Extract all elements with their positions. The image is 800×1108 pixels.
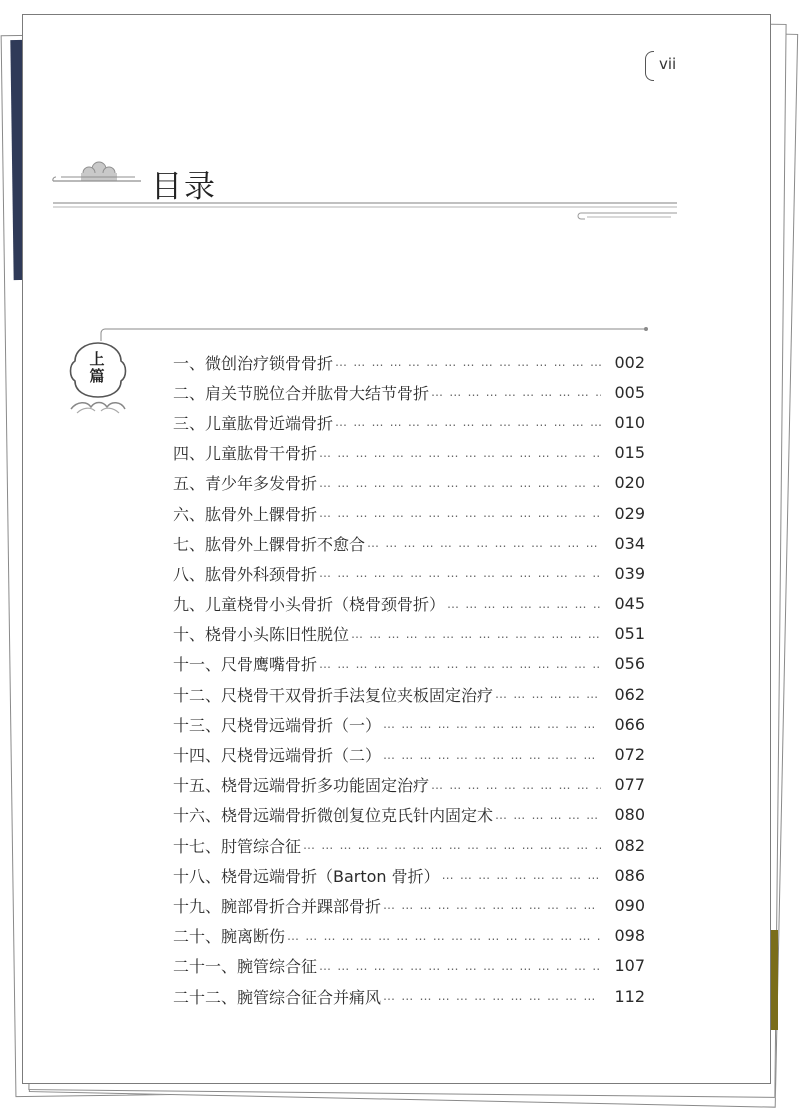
toc-leader-dots [319,446,601,460]
toc-entry[interactable] [173,830,645,860]
toc-entry[interactable] [173,951,645,981]
cloud-ornament-icon [51,153,151,193]
toc-entry[interactable] [173,739,645,769]
toc-entry-title: 三、儿童肱骨近端骨折 [173,413,334,433]
toc-entry[interactable] [173,468,645,498]
toc-entry-page: 020 [614,473,645,493]
toc-entry-page: 080 [614,805,645,825]
toc-entry-title: 十八、桡骨远端骨折（Barton 骨折） [173,866,440,886]
toc-entry-title: 一、微创治疗锁骨骨折 [173,353,334,373]
document-page [22,14,771,1084]
toc-entry[interactable] [173,498,645,528]
page-number: vii [659,55,677,73]
toc-entry[interactable] [173,589,645,619]
toc-leader-dots [319,657,601,671]
toc-entry-title: 八、肱骨外科颈骨折 [173,564,318,584]
toc-entry[interactable] [173,558,645,588]
toc-leader-dots [447,597,601,611]
toc-entry[interactable] [173,800,645,830]
toc-leader-dots [383,748,601,762]
toc-entry-page: 077 [614,775,645,795]
toc-leader-dots [495,687,601,701]
toc-entry-title: 二十、腕离断伤 [173,927,286,947]
toc-entry-title: 二十二、腕管综合征合并痛风 [173,987,382,1007]
toc-entry-title: 二、肩关节脱位合并肱骨大结节骨折 [173,383,430,403]
toc-entry[interactable] [173,407,645,437]
toc-entry-title: 十九、腕部骨折合并踝部骨折 [173,896,382,916]
toc-entry-page: 051 [614,624,645,644]
toc-entry-page: 045 [614,594,645,614]
toc-leader-dots [303,838,601,852]
table-of-contents [173,347,645,1011]
toc-entry-page: 010 [614,412,645,432]
toc-entry-page: 072 [614,745,645,765]
toc-entry[interactable] [173,890,645,920]
toc-entry[interactable] [173,860,645,890]
toc-entry[interactable] [173,679,645,709]
page-number-bracket [645,51,654,81]
toc-entry[interactable] [173,921,645,951]
toc-leader-dots [367,536,601,550]
section-badge-label: 上 篇 [89,350,105,385]
toc-entry-page: 082 [614,835,645,855]
toc-entry[interactable] [173,981,645,1011]
toc-entry[interactable] [173,528,645,558]
toc-leader-dots [383,989,601,1003]
toc-entry-page: 066 [614,714,645,734]
toc-entry-title: 十五、桡骨远端骨折多功能固定治疗 [173,776,430,796]
toc-entry-page: 062 [614,684,645,704]
toc-entry-page: 086 [614,865,645,885]
toc-entry-title: 十、桡骨小头陈旧性脱位 [173,625,350,645]
toc-entry-page: 039 [614,563,645,583]
toc-leader-dots [351,627,601,641]
toc-leader-dots [319,566,601,580]
toc-leader-dots [383,717,601,731]
toc-leader-dots [495,808,601,822]
toc-entry[interactable] [173,377,645,407]
toc-entry-page: 107 [614,956,645,976]
toc-entry-title: 十七、肘管综合征 [173,836,302,856]
toc-entry-title: 十四、尺桡骨远端骨折（二） [173,746,382,766]
toc-entry-page: 034 [614,533,645,553]
toc-leader-dots [431,778,601,792]
toc-entry-title: 十一、尺骨鹰嘴骨折 [173,655,318,675]
toc-entry-page: 015 [614,443,645,463]
toc-leader-dots [442,868,601,882]
toc-entry[interactable] [173,770,645,800]
toc-entry[interactable] [173,347,645,377]
toc-entry-title: 十六、桡骨远端骨折微创复位克氏针内固定术 [173,806,494,826]
toc-entry-title: 六、肱骨外上髁骨折 [173,504,318,524]
toc-leader-dots [319,506,601,520]
toc-entry-title: 十二、尺桡骨干双骨折手法复位夹板固定治疗 [173,685,494,705]
toc-leader-dots [335,415,601,429]
toc-leader-dots [319,959,601,973]
page-title: 目录 [151,169,217,205]
toc-entry-title: 十三、尺桡骨远端骨折（一） [173,715,382,735]
toc-entry-page: 090 [614,895,645,915]
toc-entry-title: 七、肱骨外上髁骨折不愈合 [173,534,366,554]
toc-leader-dots [319,476,601,490]
toc-entry-page: 029 [614,503,645,523]
toc-entry-page: 002 [614,352,645,372]
toc-entry-page: 098 [614,926,645,946]
toc-leader-dots [431,385,601,399]
toc-entry[interactable] [173,438,645,468]
toc-entry[interactable] [173,619,645,649]
toc-entry-page: 112 [614,986,645,1006]
toc-entry-title: 四、儿童肱骨干骨折 [173,444,318,464]
toc-entry[interactable] [173,709,645,739]
toc-leader-dots [287,929,601,943]
toc-entry-title: 九、儿童桡骨小头骨折（桡骨颈骨折） [173,595,446,615]
title-underline [51,195,681,235]
toc-entry-page: 056 [614,654,645,674]
toc-entry-title: 五、青少年多发骨折 [173,474,318,494]
toc-leader-dots [335,355,601,369]
toc-entry-title: 二十一、腕管综合征 [173,957,318,977]
toc-entry-page: 005 [614,382,645,402]
toc-leader-dots [383,898,601,912]
toc-entry[interactable] [173,649,645,679]
section-divider [93,325,653,345]
